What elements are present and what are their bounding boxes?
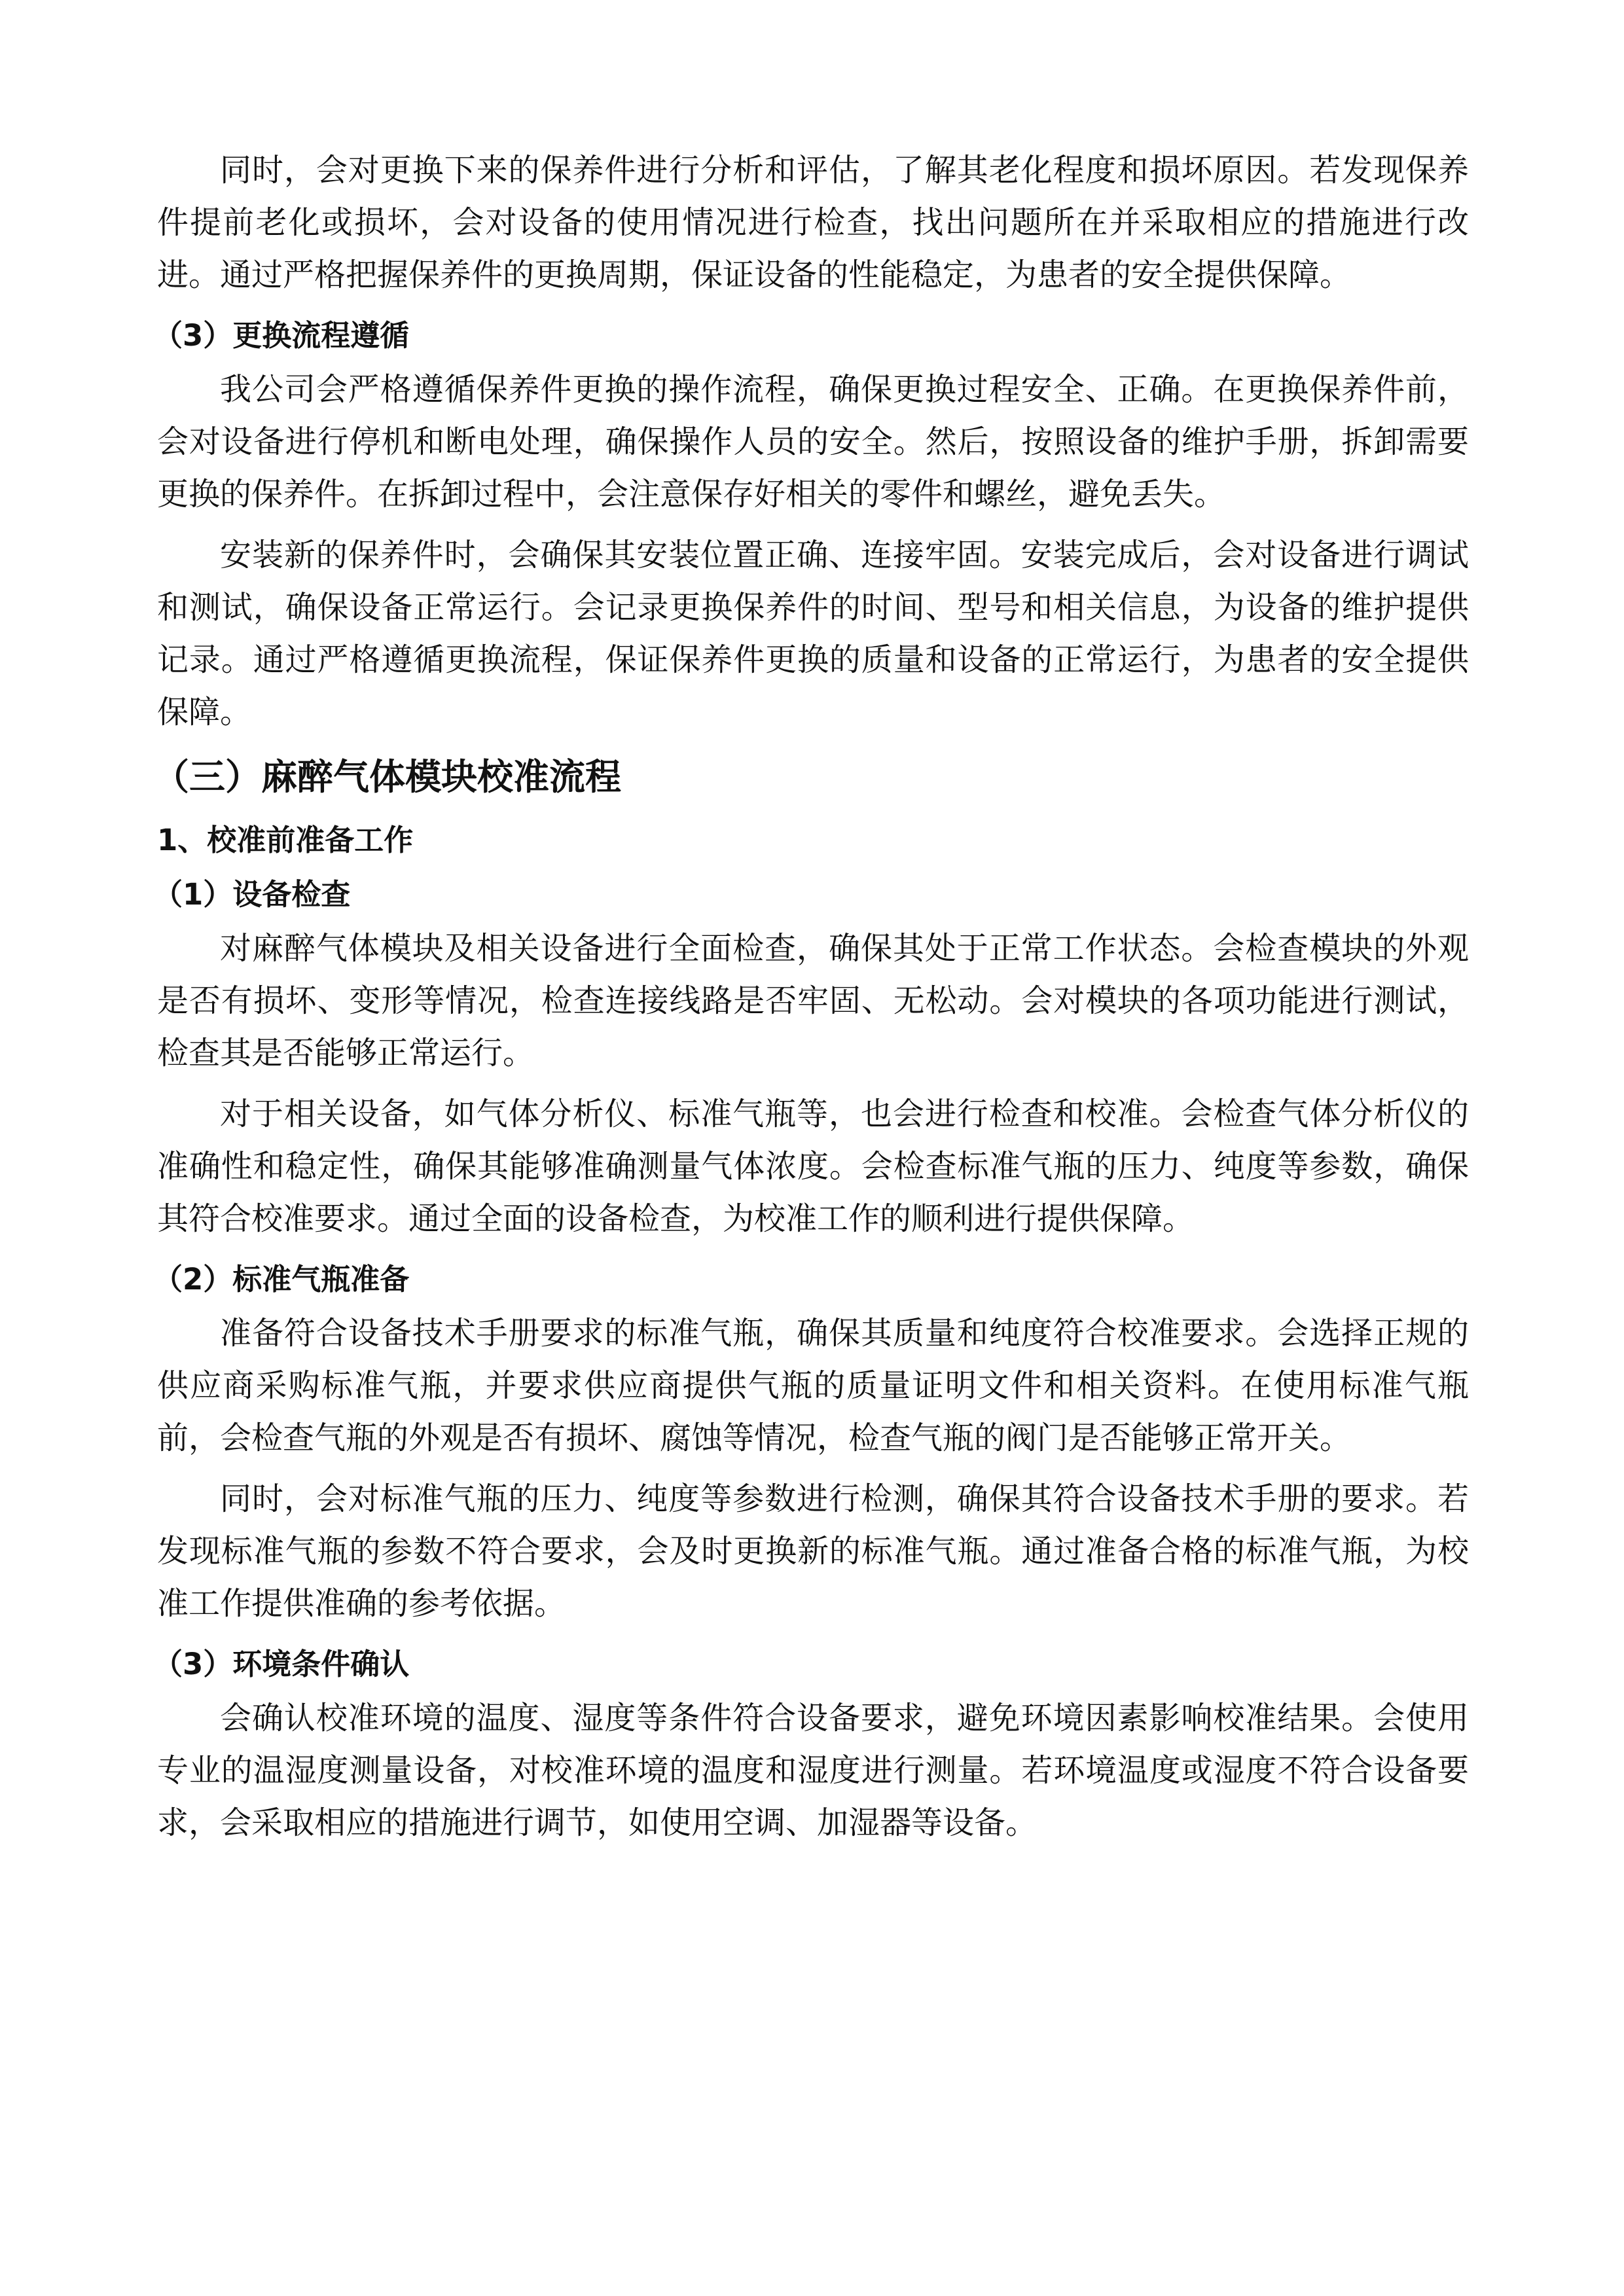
subsection-heading: （2）标准气瓶准备 xyxy=(153,1262,410,1297)
paragraph: 对麻醉气体模块及相关设备进行全面检查，确保其处于正常工作状态。会检查模块的外观是否有损坏、变形等情况，检查连接线路是否牢固、无松动。会对模块的各项功能进行测试，检查其是否能够正常运行。 xyxy=(157,930,1469,1071)
paragraph: 准备符合设备技术手册要求的标准气瓶，确保其质量和纯度符合校准要求。会选择正规的供应商采购标准气瓶，并要求供应商提供气瓶的质量证明文件和相关资料。在使用标准气瓶前，会检查气瓶的外观是否有损坏、腐蚀等情况，检查气瓶的阀门是否能够正常开关。 xyxy=(157,1315,1469,1456)
paragraph: 安装新的保养件时，会确保其安装位置正确、连接牢固。安装完成后，会对设备进行调试和测试，确保设备正常运行。会记录更换保养件的时间、型号和相关信息，为设备的维护提供记录。通过严格遵循更换流程，保证保养件更换的质量和设备的正常运行，为患者的安全提供保障。 xyxy=(157,537,1469,730)
paragraph: 同时，会对标准气瓶的压力、纯度等参数进行检测，确保其符合设备技术手册的要求。若发现标准气瓶的参数不符合要求，会及时更换新的标准气瓶。通过准备合格的标准气瓶，为校准工作提供准确的参考依据。 xyxy=(157,1480,1469,1622)
paragraph: 对于相关设备，如气体分析仪、标准气瓶等，也会进行检查和校准。会检查气体分析仪的准确性和稳定性，确保其能够准确测量气体浓度。会检查标准气瓶的压力、纯度等参数，确保其符合校准要求。通过全面的设备检查，为校准工作的顺利进行提供保障。 xyxy=(157,1096,1469,1237)
section-subheading: 1、校准前准备工作 xyxy=(157,823,414,857)
subsection-heading: （3）环境条件确认 xyxy=(153,1647,410,1681)
subsection-heading: （1）设备检查 xyxy=(153,877,351,912)
paragraph: 会确认校准环境的温度、湿度等条件符合设备要求，避免环境因素影响校准结果。会使用专业的温湿度测量设备，对校准环境的温度和湿度进行测量。若环境温度或湿度不符合设备要求，会采取相应的措施进行调节，如使用空调、加湿器等设备。 xyxy=(157,1700,1469,1841)
document-page xyxy=(153,144,1469,1857)
paragraph: 同时，会对更换下来的保养件进行分析和评估，了解其老化程度和损坏原因。若发现保养件提前老化或损坏，会对设备的使用情况进行检查，找出问题所在并采取相应的措施进行改进。通过严格把握保养件的更换周期，保证设备的性能稳定，为患者的安全提供保障。 xyxy=(157,152,1469,293)
paragraph: 我公司会严格遵循保养件更换的操作流程，确保更换过程安全、正确。在更换保养件前，会对设备进行停机和断电处理，确保操作人员的安全。然后，按照设备的维护手册，拆卸需要更换的保养件。在拆卸过程中，会注意保存好相关的零件和螺丝，避免丢失。 xyxy=(157,371,1469,512)
section-heading: （三）麻醉气体模块校准流程 xyxy=(153,756,622,798)
subsection-heading: （3）更换流程遵循 xyxy=(153,318,410,353)
